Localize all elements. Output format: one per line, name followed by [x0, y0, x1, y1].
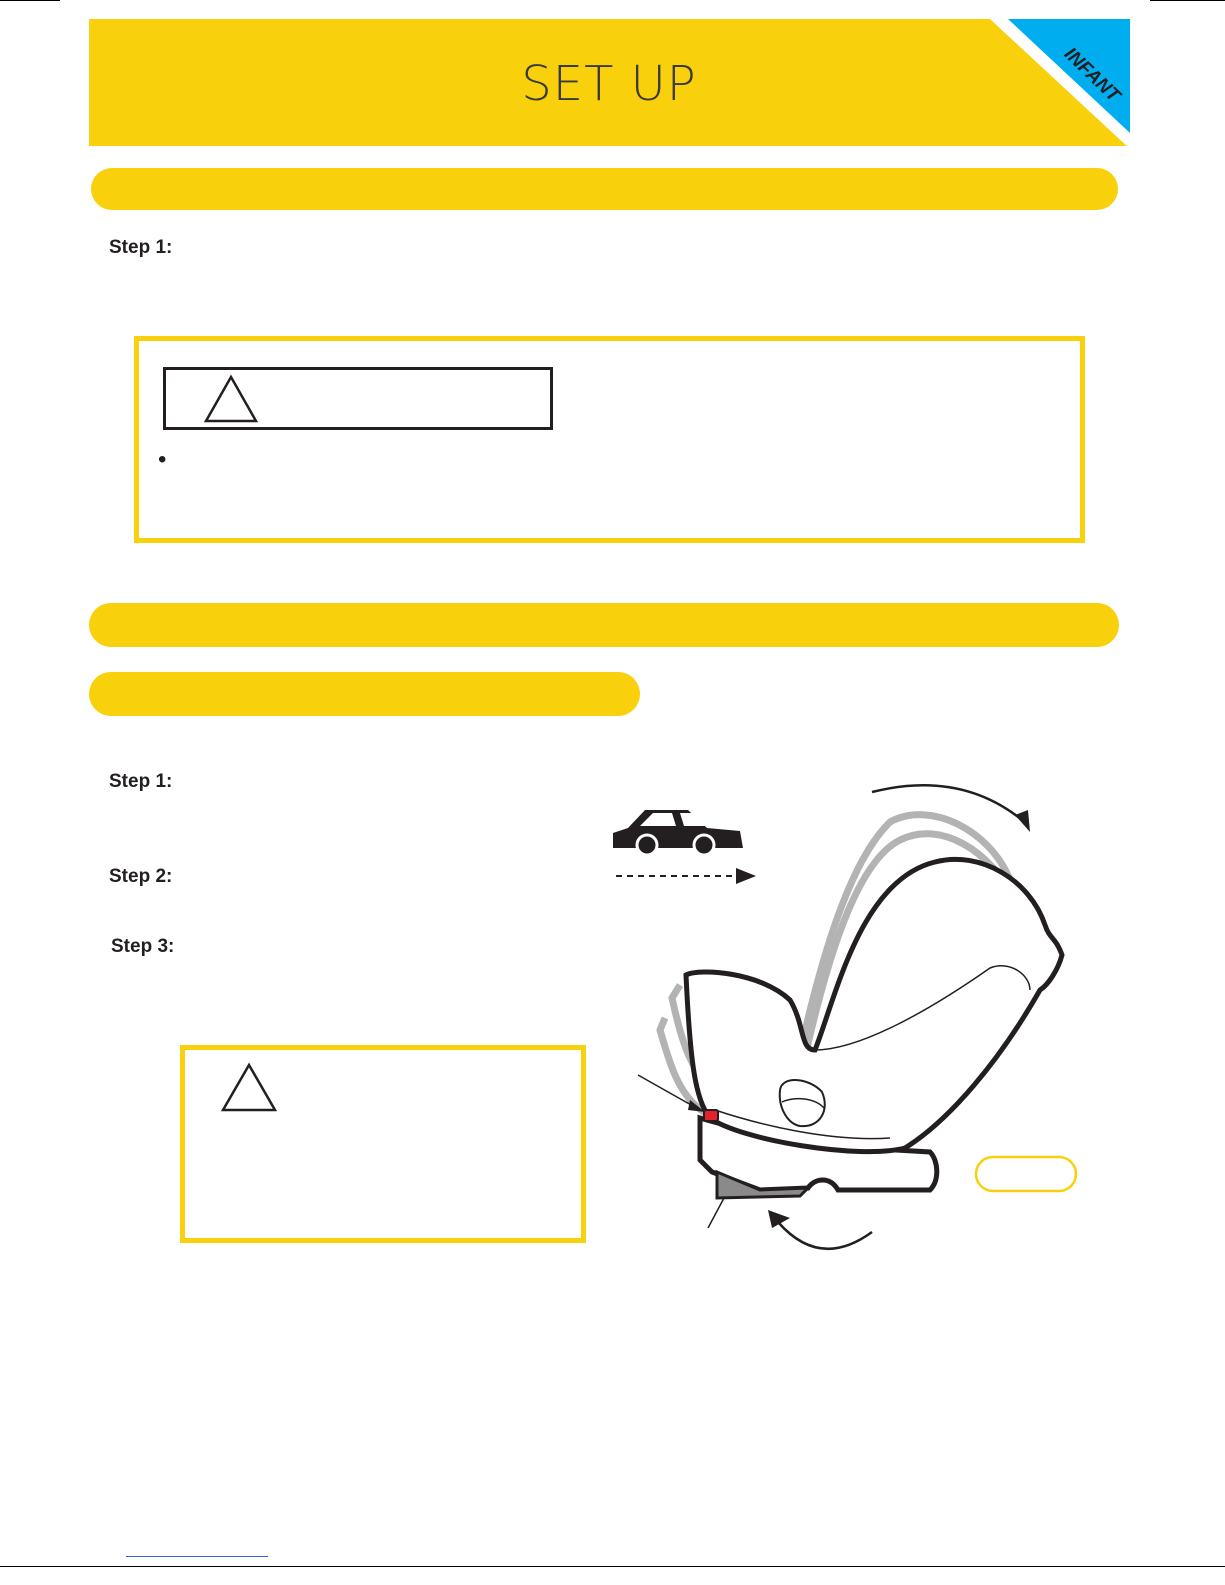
diagram-label-pill [976, 1157, 1076, 1191]
warning-triangle-icon [219, 1062, 279, 1114]
direction-of-travel-arrow-icon [616, 868, 756, 884]
warning-bullet: • [158, 446, 167, 473]
warning-triangle-icon [203, 374, 259, 424]
car-seat-recline-diagram [590, 770, 1110, 1270]
footer-rule [0, 1566, 1225, 1567]
crop-mark-top-left [0, 0, 60, 1]
rotate-arrow-icon [768, 1210, 872, 1249]
step-3-label: Step 3: [111, 936, 175, 957]
step-1-label-bottom: Step 1: [109, 771, 173, 792]
infant-tab-label: INFANT [1059, 43, 1124, 107]
subsection-bar [89, 672, 640, 716]
car-icon [613, 810, 743, 855]
section-bar-middle [89, 603, 1119, 647]
warning-header-box [163, 367, 553, 430]
crop-mark-top-right [1150, 0, 1225, 1]
recline-indicator [704, 1110, 718, 1121]
step-2-label: Step 2: [109, 866, 173, 887]
footer-link-underline[interactable] [126, 1556, 268, 1557]
recline-motion-arrow-icon [872, 785, 1030, 832]
step-1-label-top: Step 1: [109, 237, 173, 258]
infant-corner-tab [990, 19, 1130, 149]
section-bar-top [91, 168, 1118, 210]
page-title: SET UP [521, 56, 697, 112]
